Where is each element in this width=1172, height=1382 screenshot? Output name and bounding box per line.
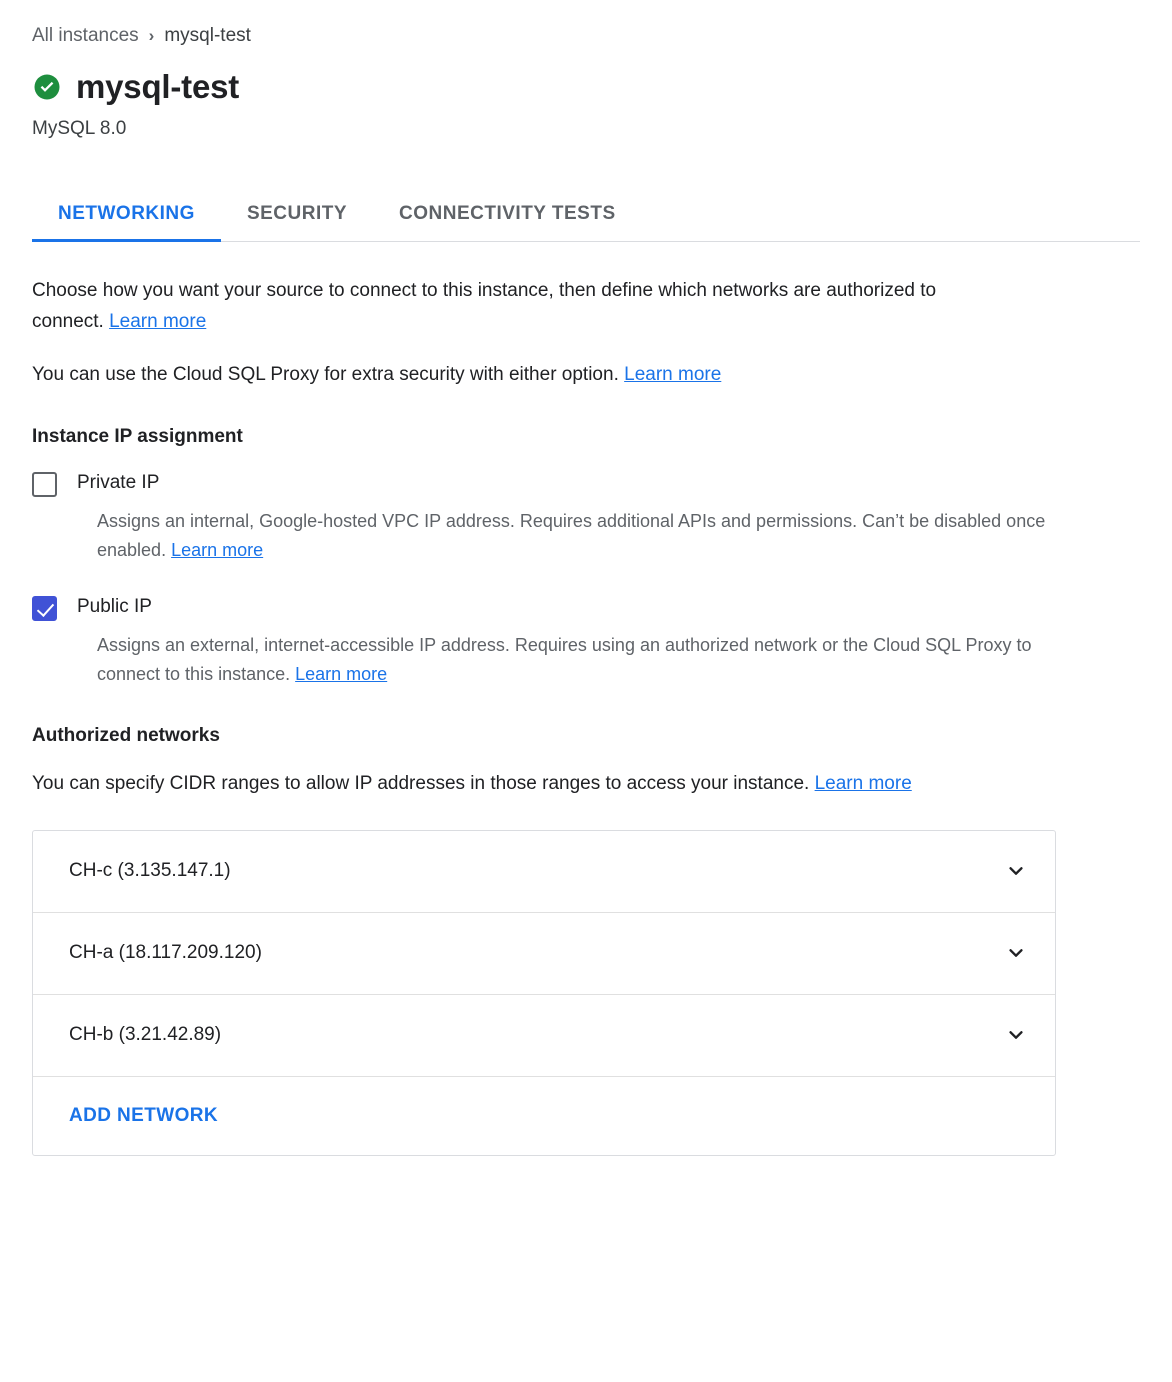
tab-bar <box>32 186 1140 242</box>
intro-paragraph-1 <box>32 276 992 338</box>
network-name: CH-a (18.117.209.120) <box>69 942 262 964</box>
intro-learn-more-link-1[interactable]: Learn more <box>109 310 207 332</box>
page-title-row <box>32 68 1140 106</box>
authorized-networks-list <box>32 830 1056 1156</box>
page-title: mysql-test <box>76 68 240 105</box>
private-ip-checkbox[interactable] <box>32 472 57 497</box>
authorized-networks-description-text: You can specify CIDR ranges to allow IP addresses in those ranges to access your instance. <box>32 772 810 794</box>
public-ip-description-text: Assigns an external, internet-accessible IP address. Requires using an authorized network or the Cloud SQL Proxy to connect to this instance. <box>97 634 1032 684</box>
intro-text-2: You can use the Cloud SQL Proxy for extra security with either option. <box>32 363 619 385</box>
breadcrumb-separator-icon: › <box>148 26 155 45</box>
public-ip-description <box>97 631 1097 689</box>
check-circle-icon <box>32 72 62 102</box>
add-network-row[interactable] <box>33 1077 1055 1155</box>
table-row[interactable] <box>33 913 1055 995</box>
network-name: CH-b (3.21.42.89) <box>69 1024 222 1046</box>
add-network-button[interactable]: ADD NETWORK <box>69 1104 218 1126</box>
intro-text-1: Choose how you want your source to connect to this instance, then define which networks are authorized to connect. <box>32 280 937 332</box>
private-ip-learn-more-link[interactable]: Learn more <box>171 540 264 561</box>
private-ip-description <box>97 507 1097 565</box>
authorized-networks-description <box>32 769 992 800</box>
networking-content <box>32 242 1140 1156</box>
intro-paragraph-2 <box>32 360 992 391</box>
authorized-networks-learn-more-link[interactable]: Learn more <box>814 772 912 794</box>
breadcrumb-current: mysql-test <box>164 25 251 46</box>
private-ip-checkbox-row[interactable] <box>32 470 1140 497</box>
authorized-networks-heading: Authorized networks <box>32 724 220 746</box>
tab-networking[interactable]: NETWORKING <box>32 203 221 241</box>
table-row[interactable] <box>33 831 1055 913</box>
private-ip-label: Private IP <box>77 472 160 494</box>
tab-connectivity-tests[interactable]: CONNECTIVITY TESTS <box>399 203 616 224</box>
breadcrumb-all-instances[interactable]: All instances <box>32 25 139 46</box>
spacer <box>32 566 1140 594</box>
breadcrumb <box>32 22 1140 50</box>
chevron-down-icon[interactable] <box>1003 858 1029 884</box>
public-ip-learn-more-link[interactable]: Learn more <box>295 663 388 684</box>
tab-security[interactable]: SECURITY <box>246 203 348 224</box>
network-name: CH-c (3.135.147.1) <box>69 860 231 882</box>
public-ip-label: Public IP <box>77 595 152 617</box>
chevron-down-icon[interactable] <box>1003 1022 1029 1048</box>
table-row[interactable] <box>33 995 1055 1077</box>
intro-learn-more-link-2[interactable]: Learn more <box>624 363 722 385</box>
chevron-down-icon[interactable] <box>1003 940 1029 966</box>
public-ip-checkbox-row[interactable] <box>32 594 1140 621</box>
private-ip-description-text: Assigns an internal, Google-hosted VPC IP address. Requires additional APIs and permissions. Can’t be disabled once enabled. <box>97 511 1046 561</box>
public-ip-checkbox[interactable] <box>32 596 57 621</box>
instance-engine-version: MySQL 8.0 <box>32 118 127 139</box>
instance-ip-assignment-heading: Instance IP assignment <box>32 426 243 448</box>
